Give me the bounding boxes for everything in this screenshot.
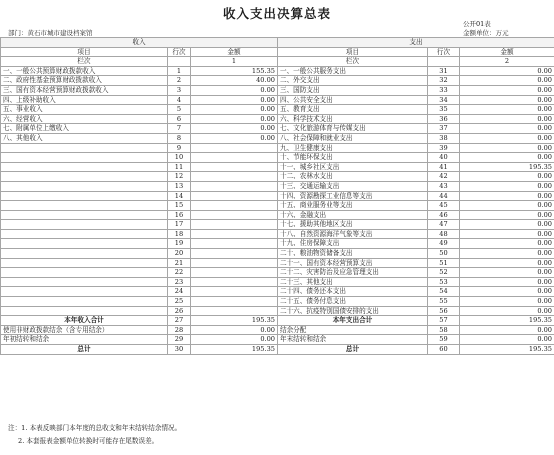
expense-line-number-cell: 45 [428,201,460,211]
income-item-cell: 总计 [1,345,168,355]
table-row [1,133,554,143]
income-item-cell: 四、上级补助收入 [1,95,168,105]
expense-line-number-cell: 53 [428,277,460,287]
footnote-1: 注：1. 本表反映部门本年度的总收支和年末结转结余情况。 [8,424,182,432]
expense-amount-cell: 0.00 [460,95,554,105]
expense-item-cell: 十二、农林水支出 [278,172,428,182]
expense-column-number: 2 [460,57,554,67]
income-item-cell: 一、一般公共预算财政拨款收入 [1,66,168,76]
income-item-cell [1,143,168,153]
income-item-header: 项目 [1,47,168,57]
report-title: 收入支出决算总表 [222,6,331,21]
expense-line-number-cell: 56 [428,306,460,316]
income-line-number-cell: 12 [168,172,191,182]
income-line-number-cell: 2 [168,76,191,86]
income-line-number-cell: 29 [168,335,191,345]
income-amount-cell: 155.35 [191,66,278,76]
expense-item-cell: 二十四、债务还本支出 [278,287,428,297]
income-amount-cell [191,220,278,230]
income-item-cell [1,258,168,268]
expense-amount-cell: 0.00 [460,172,554,182]
income-item-cell [1,268,168,278]
expense-line-number-cell: 50 [428,249,460,259]
income-line-number-cell: 25 [168,297,191,307]
expense-amount-cell: 0.00 [460,105,554,115]
expense-item-cell: 七、文化旅游体育与传媒支出 [278,124,428,134]
income-column-row-label: 栏次 [1,57,168,67]
expense-section-header: 支出 [278,38,554,48]
income-line-number-cell: 10 [168,153,191,163]
expense-amount-cell: 195.35 [460,345,554,355]
expense-column-row-label: 栏次 [278,57,428,67]
expense-amount-cell: 0.00 [460,229,554,239]
expense-line-number-cell: 48 [428,229,460,239]
expense-amount-cell: 0.00 [460,268,554,278]
footnote-2: 2. 本套报表金额单位转换时可能存在尾数误差。 [18,437,159,445]
income-amount-cell: 0.00 [191,325,278,335]
table-row [1,76,554,86]
expense-item-cell: 四、公共安全支出 [278,95,428,105]
income-amount-cell: 0.00 [191,85,278,95]
income-amount-cell [191,181,278,191]
expense-line-number-cell: 35 [428,105,460,115]
expense-line-number-cell: 39 [428,143,460,153]
income-item-cell [1,277,168,287]
expense-line-number-cell: 57 [428,316,460,326]
income-amount-cell [191,287,278,297]
table-row [1,287,554,297]
expense-amount-cell: 0.00 [460,239,554,249]
expense-item-cell: 十三、交通运输支出 [278,181,428,191]
income-amount-cell: 0.00 [191,95,278,105]
income-line-number-cell: 15 [168,201,191,211]
income-line-number-cell: 22 [168,268,191,278]
expense-amount-cell: 0.00 [460,325,554,335]
expense-item-cell: 六、科学技术支出 [278,114,428,124]
expense-amount-cell: 0.00 [460,153,554,163]
table-row [1,229,554,239]
expense-line-number-cell: 55 [428,297,460,307]
expense-line-number-cell: 59 [428,335,460,345]
income-section-header: 收入 [1,38,278,48]
expense-line-number-cell: 46 [428,210,460,220]
income-line-number-cell: 11 [168,162,191,172]
expense-amount-cell: 0.00 [460,287,554,297]
expense-item-cell: 十七、援助其他地区支出 [278,220,428,230]
expense-line-number-cell: 54 [428,287,460,297]
table-row [1,143,554,153]
income-line-number-cell: 17 [168,220,191,230]
income-item-cell: 二、政府性基金预算财政拨款收入 [1,76,168,86]
expense-item-cell: 十五、商业服务业等支出 [278,201,428,211]
expense-item-cell: 二十五、债务付息支出 [278,297,428,307]
income-line-number-cell: 13 [168,181,191,191]
expense-line-number-cell: 31 [428,66,460,76]
income-amount-cell: 40.00 [191,76,278,86]
expense-item-cell: 一、一般公共服务支出 [278,66,428,76]
expense-item-cell: 二十一、国有资本经营预算支出 [278,258,428,268]
income-item-cell [1,153,168,163]
income-line-number-cell: 20 [168,249,191,259]
expense-line-number-cell: 44 [428,191,460,201]
form-code: 公开01表 [463,20,491,28]
expense-line-number-cell: 41 [428,162,460,172]
expense-item-cell: 二十、粮油物资储备支出 [278,249,428,259]
income-column-number: 1 [191,57,278,67]
expense-line-header: 行次 [428,47,460,57]
table-row [1,306,554,316]
expense-item-cell: 十八、自然资源海洋气象等支出 [278,229,428,239]
income-line-number-cell: 21 [168,258,191,268]
income-item-cell [1,306,168,316]
table-row [1,345,554,355]
expense-amount-cell: 0.00 [460,220,554,230]
table-row [1,114,554,124]
income-item-cell [1,220,168,230]
expense-column-row-blank [428,57,460,67]
table-row [1,162,554,172]
income-amount-cell [191,268,278,278]
expense-item-cell: 三、国防支出 [278,85,428,95]
income-amount-cell [191,249,278,259]
expense-item-cell: 九、卫生健康支出 [278,143,428,153]
income-amount-cell [191,162,278,172]
expense-item-cell: 十、节能环保支出 [278,153,428,163]
income-amount-cell: 0.00 [191,133,278,143]
table-row [1,153,554,163]
expense-line-number-cell: 49 [428,239,460,249]
table-row [1,85,554,95]
income-line-number-cell: 14 [168,191,191,201]
expense-line-number-cell: 58 [428,325,460,335]
income-line-number-cell: 7 [168,124,191,134]
expense-item-cell: 十一、城乡社区支出 [278,162,428,172]
income-item-cell: 本年收入合计 [1,316,168,326]
expense-item-cell: 总计 [278,345,428,355]
table-row [1,210,554,220]
expense-item-header: 项目 [278,47,428,57]
income-item-cell [1,201,168,211]
table-row [1,325,554,335]
expense-amount-cell: 0.00 [460,76,554,86]
income-expense-table [0,37,554,355]
expense-line-number-cell: 60 [428,345,460,355]
expense-amount-cell: 0.00 [460,124,554,134]
income-item-cell: 八、其他收入 [1,133,168,143]
table-row [1,249,554,259]
income-amount-cell: 195.35 [191,316,278,326]
expense-amount-cell: 0.00 [460,201,554,211]
income-line-number-cell: 5 [168,105,191,115]
expense-line-number-cell: 32 [428,76,460,86]
income-item-cell: 七、附属单位上缴收入 [1,124,168,134]
expense-line-number-cell: 42 [428,172,460,182]
expense-amount-cell: 0.00 [460,306,554,316]
expense-item-cell: 十六、金融支出 [278,210,428,220]
income-item-cell [1,229,168,239]
income-line-number-cell: 9 [168,143,191,153]
income-item-cell: 六、经营收入 [1,114,168,124]
income-line-number-cell: 28 [168,325,191,335]
income-amount-cell [191,239,278,249]
expense-amount-header: 金额 [460,47,554,57]
income-line-header: 行次 [168,47,191,57]
expense-amount-cell: 0.00 [460,133,554,143]
income-line-number-cell: 16 [168,210,191,220]
expense-amount-cell: 0.00 [460,143,554,153]
expense-amount-cell: 0.00 [460,114,554,124]
income-line-number-cell: 3 [168,85,191,95]
table-row [1,95,554,105]
expense-amount-cell: 0.00 [460,191,554,201]
expense-amount-cell: 0.00 [460,181,554,191]
expense-line-number-cell: 38 [428,133,460,143]
expense-line-number-cell: 52 [428,268,460,278]
income-amount-cell [191,306,278,316]
expense-item-cell: 二十六、抗疫特别国债安排的支出 [278,306,428,316]
income-item-cell [1,249,168,259]
expense-line-number-cell: 47 [428,220,460,230]
expense-amount-cell: 0.00 [460,335,554,345]
income-amount-cell [191,277,278,287]
expense-amount-cell: 0.00 [460,210,554,220]
table-row [1,268,554,278]
income-line-number-cell: 6 [168,114,191,124]
income-line-number-cell: 4 [168,95,191,105]
table-row [1,124,554,134]
income-item-cell: 使用非财政拨款结余（含专用结余） [1,325,168,335]
expense-line-number-cell: 34 [428,95,460,105]
income-amount-cell: 0.00 [191,124,278,134]
income-item-cell [1,181,168,191]
amount-unit-label: 金额单位：万元 [463,29,509,37]
expense-item-cell: 十九、住房保障支出 [278,239,428,249]
income-item-cell [1,297,168,307]
expense-line-number-cell: 51 [428,258,460,268]
income-amount-header: 金额 [191,47,278,57]
income-line-number-cell: 19 [168,239,191,249]
income-line-number-cell: 8 [168,133,191,143]
income-amount-cell: 0.00 [191,114,278,124]
income-amount-cell [191,201,278,211]
income-line-number-cell: 30 [168,345,191,355]
income-item-cell [1,172,168,182]
income-line-number-cell: 18 [168,229,191,239]
income-item-cell: 三、国有资本经营预算财政拨款收入 [1,85,168,95]
income-line-number-cell: 26 [168,306,191,316]
income-amount-cell: 195.35 [191,345,278,355]
income-amount-cell [191,229,278,239]
income-line-number-cell: 1 [168,66,191,76]
expense-amount-cell: 0.00 [460,85,554,95]
income-amount-cell [191,153,278,163]
expense-amount-cell: 0.00 [460,249,554,259]
table-row [1,191,554,201]
table-row [1,66,554,76]
income-line-number-cell: 23 [168,277,191,287]
income-column-row-blank [168,57,191,67]
income-amount-cell [191,210,278,220]
table-row [1,181,554,191]
table-row [1,277,554,287]
expense-item-cell: 二十三、其他支出 [278,277,428,287]
footnotes [8,422,181,448]
income-item-cell: 五、事业收入 [1,105,168,115]
table-row [1,172,554,182]
expense-amount-cell: 195.35 [460,316,554,326]
table-row [1,220,554,230]
income-amount-cell [191,143,278,153]
income-amount-cell [191,297,278,307]
expense-line-number-cell: 43 [428,181,460,191]
income-item-cell: 年初结转和结余 [1,335,168,345]
income-item-cell [1,287,168,297]
income-item-cell [1,210,168,220]
expense-item-cell: 年末结转和结余 [278,335,428,345]
income-amount-cell [191,258,278,268]
expense-line-number-cell: 37 [428,124,460,134]
table-row [1,201,554,211]
table-row [1,258,554,268]
expense-amount-cell: 0.00 [460,297,554,307]
expense-amount-cell: 0.00 [460,258,554,268]
expense-amount-cell: 195.35 [460,162,554,172]
expense-item-cell: 结余分配 [278,325,428,335]
income-line-number-cell: 27 [168,316,191,326]
expense-line-number-cell: 40 [428,153,460,163]
expense-item-cell: 八、社会保障和就业支出 [278,133,428,143]
department-label: 部门：黄石市城市建设档案馆 [8,29,93,37]
table-row [1,105,554,115]
income-amount-cell: 0.00 [191,105,278,115]
table-body [1,66,554,354]
expense-item-cell: 二十二、灾害防治及应急管理支出 [278,268,428,278]
expense-item-cell: 五、教育支出 [278,105,428,115]
expense-line-number-cell: 33 [428,85,460,95]
income-line-number-cell: 24 [168,287,191,297]
income-amount-cell [191,191,278,201]
income-item-cell [1,162,168,172]
expense-item-cell: 二、外交支出 [278,76,428,86]
expense-amount-cell: 0.00 [460,66,554,76]
income-item-cell [1,239,168,249]
income-item-cell [1,191,168,201]
table-row [1,297,554,307]
expense-amount-cell: 0.00 [460,277,554,287]
expense-line-number-cell: 36 [428,114,460,124]
income-amount-cell [191,172,278,182]
expense-item-cell: 十四、资源勘探工业信息等支出 [278,191,428,201]
expense-item-cell: 本年支出合计 [278,316,428,326]
table-row [1,335,554,345]
table-row [1,239,554,249]
income-amount-cell: 0.00 [191,335,278,345]
table-row [1,316,554,326]
